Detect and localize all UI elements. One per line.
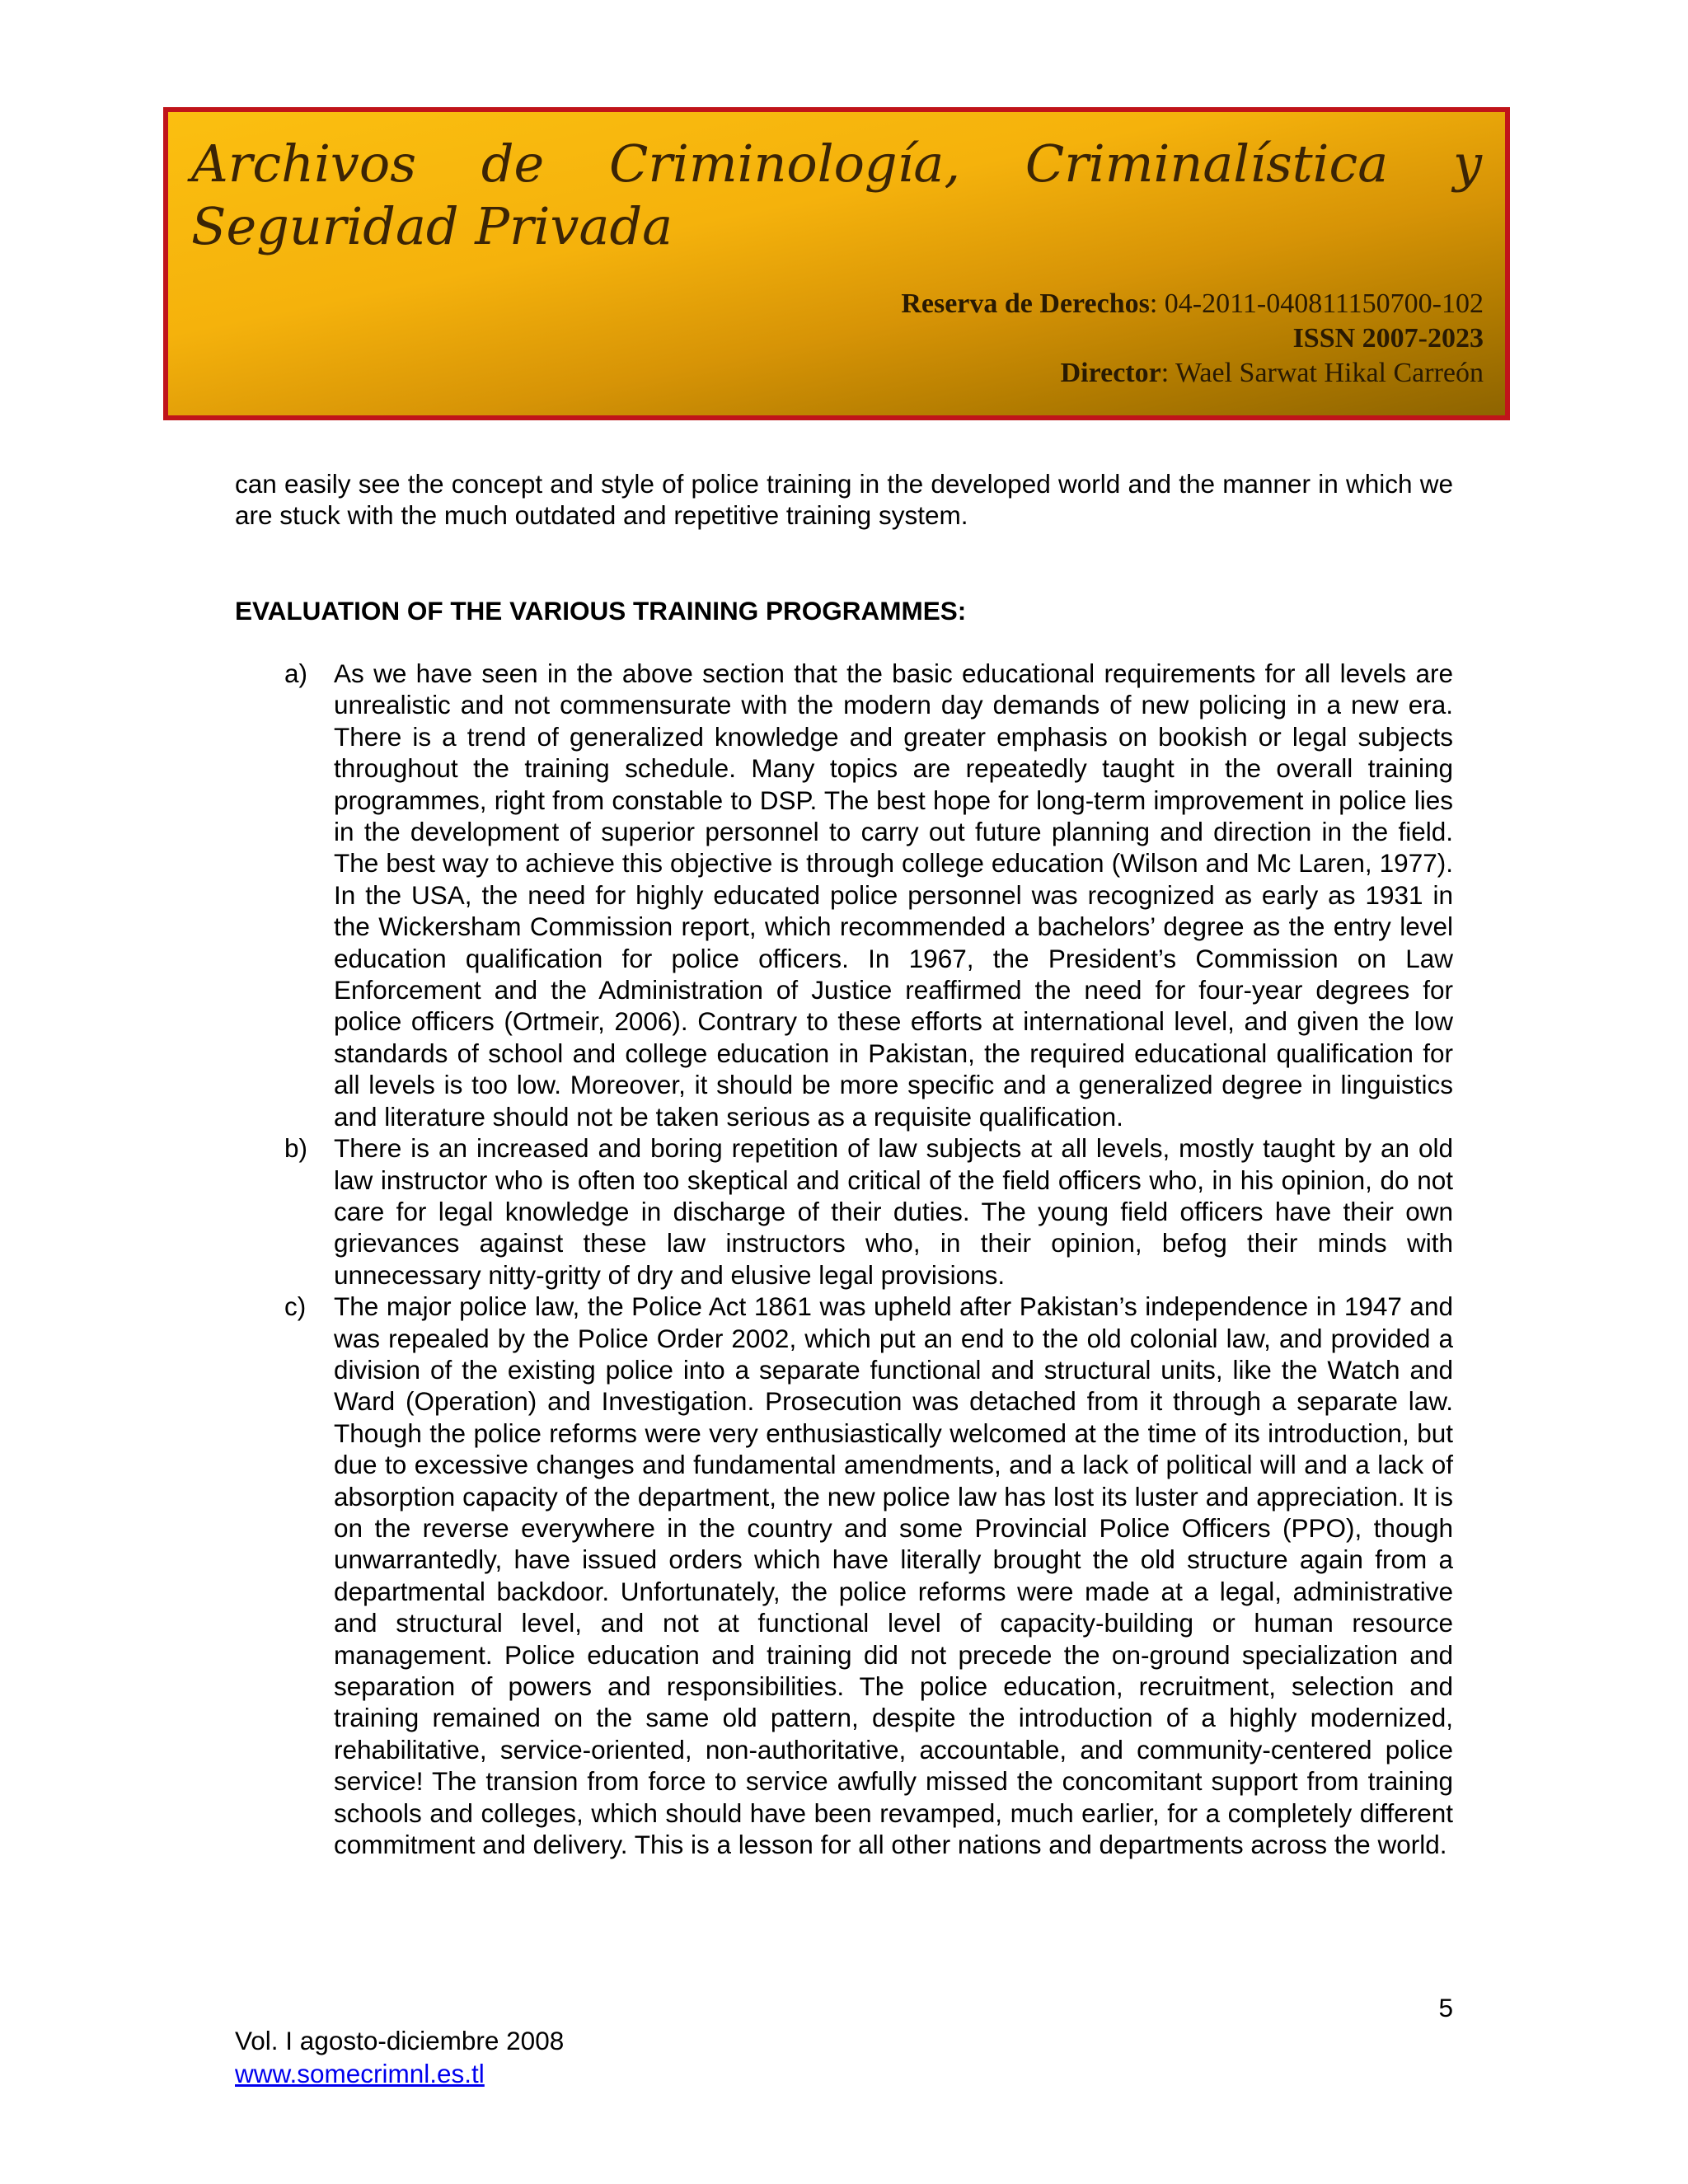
list-item-text: There is an increased and boring repetition of law subjects at all levels, mostly taught by an old law instructor who is often too skeptical and critical of the field officers who, in his opinion, do not care for legal knowledge in discharge of their duties. The young field officers have their own grievances against these law instructors who, in their opinion, befog their minds with unnecessary nitty-gritty of dry and elusive legal provisions. [334, 1133, 1453, 1290]
journal-title-word: Criminología, [608, 134, 961, 194]
list-item [284, 658, 1453, 1132]
list-item-text: As we have seen in the above section that the basic educational requirements for all levels are unrealistic and not commensurate with the modern day demands of new policing in a new era. There is a trend of generalized knowledge and greater emphasis on bookish or legal subjects throughout the training schedule. Many topics are repeatedly taught in the overall training programmes, right from constable to DSP. The best hope for long-term improvement in police lies in the development of superior personnel to carry out future planning and direction in the field. The best way to achieve this objective is through college education (Wilson and Mc Laren, 1977). In the USA, the need for highly educated police personnel was recognized as early as 1931 in the Wickersham Commission report, which recommended a bachelors’ degree as the entry level education qualification for police officers. In 1967, the President’s Commission on Law Enforcement and the Administration of Justice reaffirmed the need for four-year degrees for police officers (Ortmeir, 2006). Contrary to these efforts at international level, and given the low standards of school and college education in Pakistan, the required educational qualification for all levels is too low. Moreover, it should be more specific and a generalized degree in linguistics and literature should not be taken serious as a requisite qualification. [334, 658, 1453, 1132]
issn-text: ISSN 2007-2023 [1292, 323, 1484, 354]
journal-title-word: Archivos [191, 134, 417, 194]
rights-reservation-label: Reserva de Derechos [901, 288, 1150, 319]
list-item-text: The major police law, the Police Act 1861 was upheld after Pakistan’s independence in 1947 and was repealed by the Police Order 2002, which put an end to the old colonial law, and provided a division of the existing police into a separate functional and structural units, like the Watch and Ward (Operation) and Investigation. Prosecution was detached from it through a separate law. Though the police reforms were very enthusiastically welcomed at the time of its introduction, but due to excessive changes and fundamental amendments, and a lack of political will and a lack of absorption capacity of the department, the new police law has lost its luster and appreciation. It is on the reverse everywhere in the country and some Provincial Police Officers (PPO), though unwarrantedly, have issued orders which have literally brought the old structure again from a departmental backdoor. Unfortunately, the police reforms were made at a legal, administrative and structural level, and not at functional level of capacity-building or human resource management. Police education and training did not precede the on-ground specialization and separation of powers and responsibilities. The police education, recruitment, selection and training remained on the same old pattern, despite the introduction of a highly modernized, rehabilitative, service-oriented, non-authoritative, accountable, and community-centered police service! The transion from force to service awfully missed the concomitant support from training schools and colleges, which should have been revamped, much earlier, for a completely different commitment and delivery. This is a lesson for all other nations and departments across the world. [334, 1291, 1453, 1860]
director-value: : Wael Sarwat Hikal Carreón [1160, 358, 1484, 388]
evaluation-list [284, 658, 1453, 1860]
journal-title-line-1 [191, 134, 1482, 194]
director [1061, 359, 1484, 387]
page-number: 5 [1438, 1993, 1453, 2022]
list-marker: b) [284, 1133, 308, 1164]
journal-website-link[interactable]: www.somecrimnl.es.tl [235, 2059, 485, 2088]
journal-title-word: y [1452, 134, 1482, 194]
list-item [284, 1291, 1453, 1860]
volume-info: Vol. I agosto-diciembre 2008 [235, 2026, 565, 2055]
director-label: Director [1060, 358, 1161, 388]
journal-title-word: Criminalística [1025, 134, 1389, 194]
issn [1293, 325, 1484, 353]
list-item [284, 1132, 1453, 1291]
rights-reservation [901, 290, 1484, 318]
intro-paragraph-text: can easily see the concept and style of police training in the developed world and the manner in which we are stuck with the much outdated and repetitive training system. [235, 469, 1453, 531]
list-marker: a) [284, 658, 308, 688]
page-footer [235, 2024, 564, 2090]
intro-paragraph [235, 468, 1453, 532]
section-heading: EVALUATION OF THE VARIOUS TRAINING PROGRAMMES: [235, 596, 967, 626]
journal-title-line-2: Seguridad Privada [191, 196, 673, 256]
journal-title-word: de [481, 134, 545, 194]
journal-banner [163, 107, 1510, 420]
rights-reservation-value: : 04-2011-040811150700-102 [1149, 288, 1484, 319]
list-marker: c) [284, 1291, 307, 1322]
